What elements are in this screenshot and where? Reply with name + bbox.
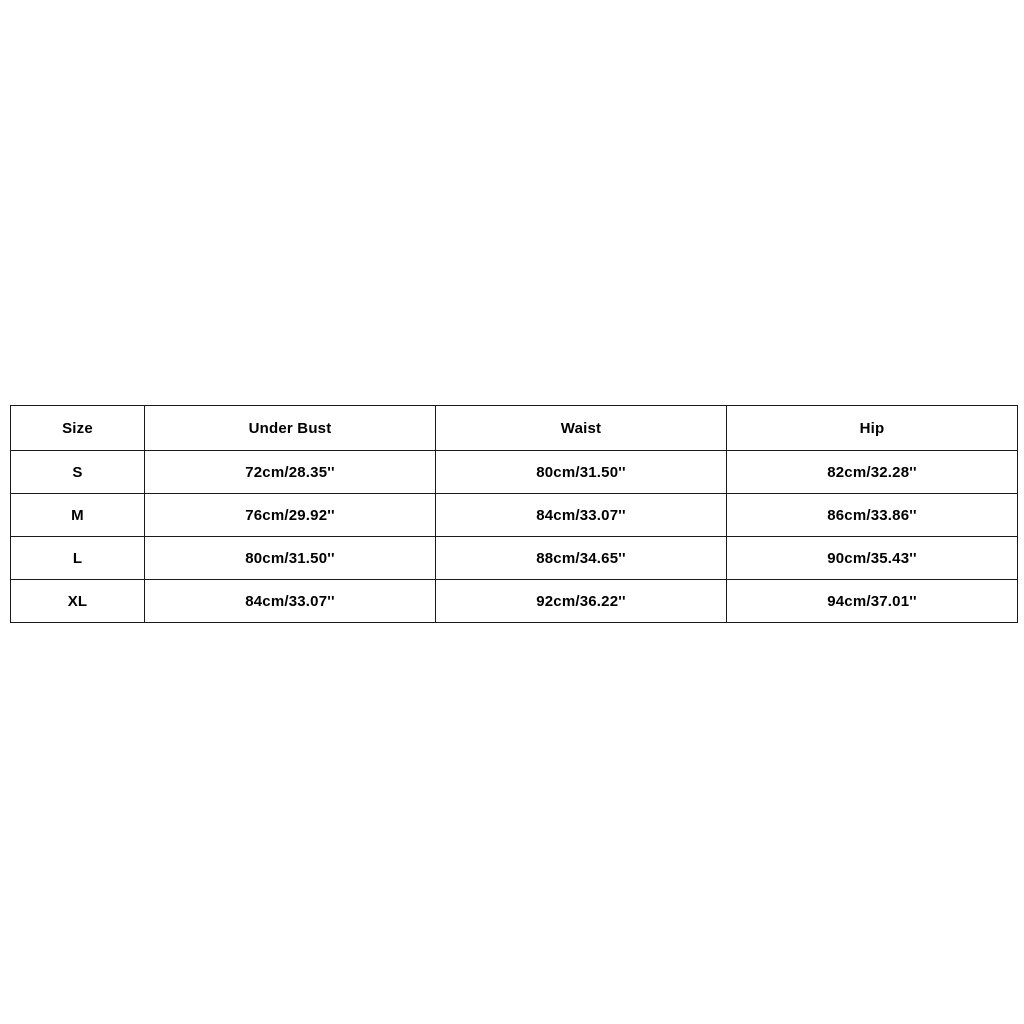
cell-under-bust: 84cm/33.07'' <box>145 580 436 623</box>
cell-hip: 82cm/32.28'' <box>727 451 1018 494</box>
cell-waist: 84cm/33.07'' <box>436 494 727 537</box>
size-chart-body <box>11 451 1018 623</box>
cell-size: XL <box>11 580 145 623</box>
cell-size: L <box>11 537 145 580</box>
table-row <box>11 451 1018 494</box>
column-header-hip: Hip <box>727 406 1018 451</box>
size-chart-table <box>10 405 1018 623</box>
cell-hip: 86cm/33.86'' <box>727 494 1018 537</box>
cell-hip: 94cm/37.01'' <box>727 580 1018 623</box>
cell-under-bust: 80cm/31.50'' <box>145 537 436 580</box>
cell-under-bust: 76cm/29.92'' <box>145 494 436 537</box>
column-header-size: Size <box>11 406 145 451</box>
table-row <box>11 580 1018 623</box>
column-header-under-bust: Under Bust <box>145 406 436 451</box>
table-header-row <box>11 406 1018 451</box>
cell-waist: 80cm/31.50'' <box>436 451 727 494</box>
size-chart-header <box>11 406 1018 451</box>
table-row <box>11 537 1018 580</box>
column-header-waist: Waist <box>436 406 727 451</box>
cell-size: M <box>11 494 145 537</box>
cell-waist: 88cm/34.65'' <box>436 537 727 580</box>
cell-hip: 90cm/35.43'' <box>727 537 1018 580</box>
cell-waist: 92cm/36.22'' <box>436 580 727 623</box>
table-row <box>11 494 1018 537</box>
cell-under-bust: 72cm/28.35'' <box>145 451 436 494</box>
cell-size: S <box>11 451 145 494</box>
